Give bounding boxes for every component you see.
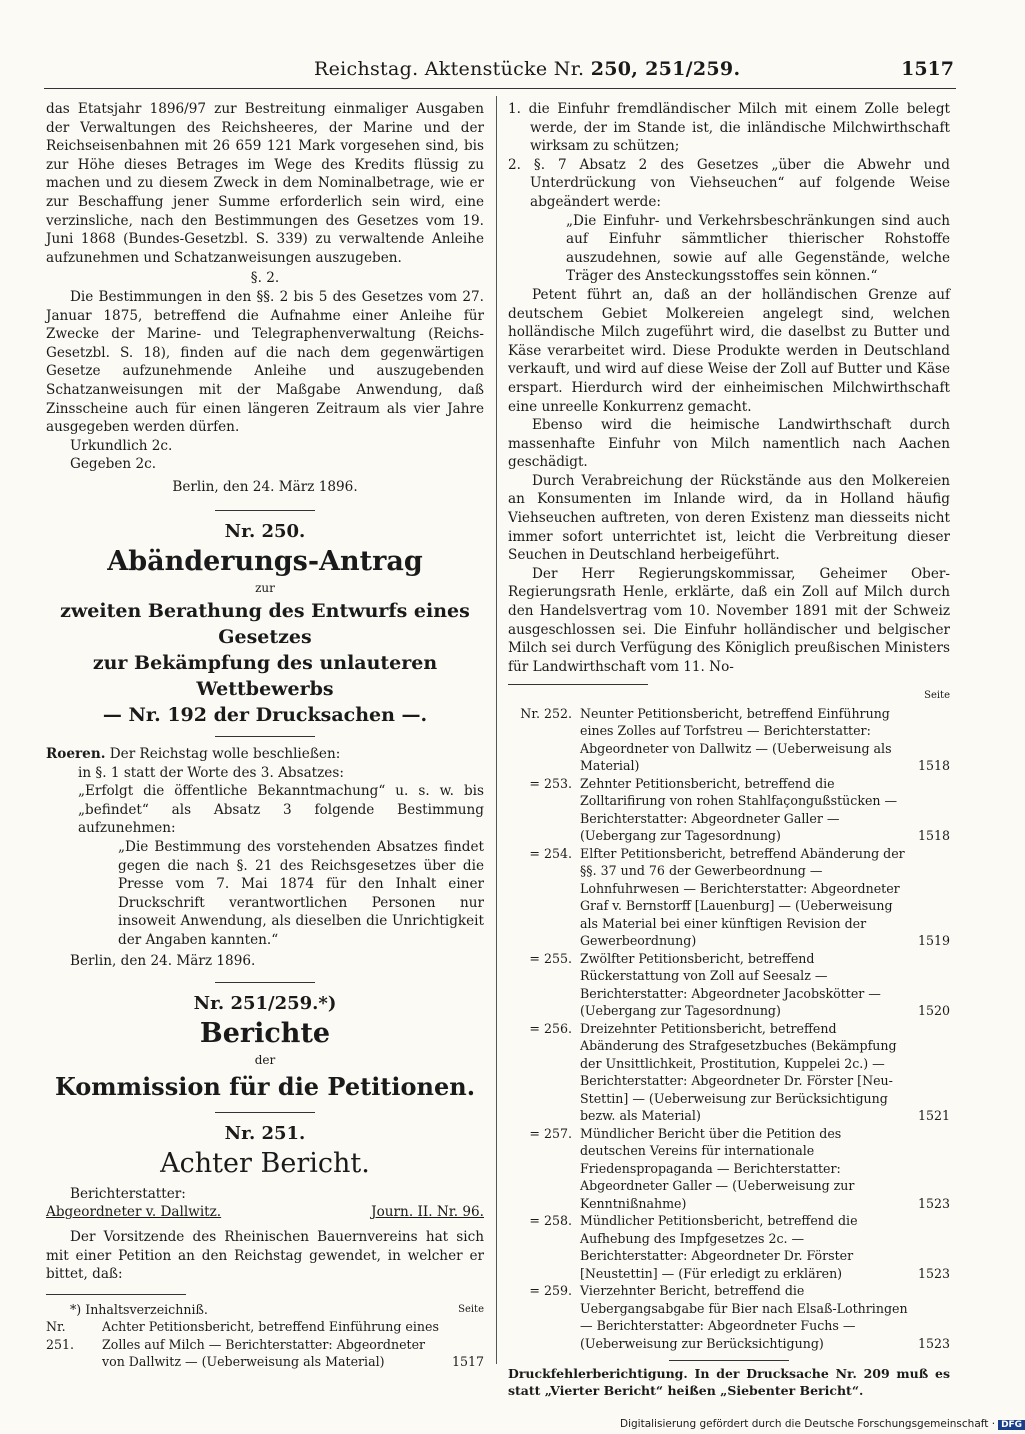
toc-text: Dreizehnter Petitionsbericht, betreffend Abänderung des Strafgesetzbuches (Bekämpfung der Unsittlichkeit, Prostitution, Kuppelei 2c.) — Berichterstatter: Abgeordneter Dr. Förster [Neu-Stettin] — (Ueberweisung zur Berücksichtigung bezw. als Material) xyxy=(580,1020,897,1124)
paragraph: Durch Verabreichung der Rückstände aus den Molkereien an Konsumenten im Inlande wird, da in Holland häufig Viehseuchen auftreten, von deren Existenz man diesseits nicht immer sofort unterrichtet ist, leicht die Verbreitung dieser Seuchen in Deutschland herbeigeführt. xyxy=(508,472,950,564)
toc-page: 1523 xyxy=(917,1195,950,1211)
footer-text: Digitalisierung gefördert durch die Deutsche Forschungsgemeinschaft · xyxy=(620,1418,996,1430)
separator xyxy=(215,736,315,737)
toc-entry xyxy=(46,1318,484,1371)
toc-entry xyxy=(508,950,950,1020)
paragraph: Der Vorsitzende des Rheinischen Bauernvereins hat sich mit einer Petition an den Reichstag gewendet, in welcher er bittet, daß: xyxy=(46,1228,484,1283)
toc-page: 1523 xyxy=(917,1335,950,1351)
motion-intro: Roeren. Der Reichstag wolle beschließen: xyxy=(46,746,341,763)
header-rule xyxy=(44,88,956,89)
footnote-heading: *) Inhaltsverzeichniß. xyxy=(70,1301,208,1317)
page-column-label: Seite xyxy=(458,1303,484,1315)
document-title: Berichte xyxy=(199,1018,331,1050)
toc-number: Nr. 252. xyxy=(520,705,572,721)
document-subtitle: zweiten Berathung des Entwurfs eines Gesetzes xyxy=(60,600,470,649)
toc-text: Mündlicher Bericht über die Petition des deutschen Vereins für internationale Friedenspropaganda — Berichterstatter: Abgeordneter Galler — (Ueberweisung zur Kenntnißnahme) xyxy=(580,1125,855,1211)
petition-item: 1. die Einfuhr fremdländischer Milch mit einem Zolle belegt werde, der im Stande ist, die inländische Milchwirthschaft wirksam zu schützen; xyxy=(508,101,950,155)
toc-text: Elfter Petitionsbericht, betreffend Abänderung der §§. 37 und 76 der Gewerbeordnung — Lohnfuhrwesen — Berichterstatter: Abgeordneter Graf v. Bernstorff [Lauenburg] — (Ueberweisung als Material bei einer künftigen Revision der Gewerbeordnung) xyxy=(580,845,905,949)
paragraph: Der Herr Regierungskommissar, Geheimer Ober-Regierungsrath Henle, erklärte, daß ein Zoll auf Milch durch den Handelsvertrag vom 10. November 1891 mit der Schweiz ausgeschlossen sei. Die Einfuhr holländischer und belgischer Milch sei durch Verfügung des Königlich preußischen Ministers für Landwirthschaft vom 11. No- xyxy=(508,565,950,675)
errata-rule xyxy=(669,1360,789,1361)
toc-text: Zwölfter Petitionsbericht, betreffend Rückerstattung von Zoll auf Seesalz — Berichterstatter: Abgeordneter Jacobskötter — (Uebergang zur Tagesordnung) xyxy=(580,950,881,1019)
petition-quote: „Die Einfuhr- und Verkehrsbeschränkungen sind auch auf Einfuhr sämmtlicher thierischer Rohstoffe auszudehnen, sowie auf alle Gegenstände, welche Träger des Ansteckungsstoffes sein können.“ xyxy=(566,212,950,285)
toc-text: Vierzehnter Bericht, betreffend die Uebergangsabgabe für Bier nach Elsaß-Lothringen — Berichterstatter: Abgeordneter Fuchs — (Ueberweisung zur Berücksichtigung) xyxy=(580,1283,908,1351)
footer-credit xyxy=(620,1418,1025,1430)
toc-number: = 254. xyxy=(529,845,572,861)
separator xyxy=(215,1112,315,1113)
document-number: Nr. 250. xyxy=(224,521,306,543)
toc-entry xyxy=(508,1125,950,1213)
paragraph: Die Bestimmungen in den §§. 2 bis 5 des Gesetzes vom 27. Januar 1875, betreffend die Aufnahme einer Anleihe für Zwecke der Marine- und Telegraphenverwaltung (Reichs-Gesetzbl. S. 18), finden auf die nach dem gegenwärtigen Gesetze aufzunehmende Anleihe und auszugebenden Schatzanweisungen mit der Maßgabe Anwendung, daß Zinsscheine auch für einen längeren Zeitraum als vier Jahre ausgegeben werden dürfen. xyxy=(46,288,484,436)
toc-entry xyxy=(508,1212,950,1282)
document-title: Kommission für die Petitionen. xyxy=(54,1071,476,1101)
toc-page: 1518 xyxy=(917,758,950,774)
toc-number: = 253. xyxy=(529,775,572,791)
motion-quote: „Die Bestimmung des vorstehenden Absatzes findet gegen die nach §. 21 des Reichsgesetzes über die Presse vom 7. Mai 1874 für den Inhalt einer Druckschrift verantwortlichen Personen nur insoweit Anwendung, als dieselben die Unrichtigkeit der Angaben kannten.“ xyxy=(118,839,484,948)
report-title: Achter Bericht. xyxy=(160,1147,370,1179)
rapporteur-label: Berichterstatter: xyxy=(70,1185,186,1202)
toc-text: Zehnter Petitionsbericht, betreffend die Zolltarifirung von rohen Stahlfaçongußstücken — Berichterstatter: Abgeordneter Galler — (Uebergang zur Tagesordnung) xyxy=(580,775,898,844)
date-line: Berlin, den 24. März 1896. xyxy=(70,952,256,969)
toc-entry xyxy=(508,845,950,950)
motion-item: „Erfolgt die öffentliche Bekanntmachung“ u. s. w. bis „befindet“ als Absatz 3 folgende Bestimmung aufzunehmen: xyxy=(78,783,484,837)
separator xyxy=(215,982,315,983)
toc-entry xyxy=(508,775,950,845)
left-column xyxy=(46,100,484,1371)
errata: Druckfehlerberichtigung. In der Drucksache Nr. 209 muß es statt „Vierter Bericht“ heißen „Siebenter Bericht“. xyxy=(508,1366,950,1399)
page-number: 1517 xyxy=(901,58,954,80)
header-title: Reichstag. Aktenstücke Nr. 250, 251/259. xyxy=(314,58,741,80)
footnote-rule xyxy=(46,1294,186,1295)
document-subtitle: zur Bekämpfung des unlauteren Wettbewerbs xyxy=(92,652,438,701)
toc-number: = 255. xyxy=(529,950,572,966)
rapporteur-row xyxy=(46,1203,484,1222)
toc-page: 1523 xyxy=(917,1265,950,1281)
toc-number: = 256. xyxy=(529,1020,572,1036)
toc-page: 1521 xyxy=(917,1108,950,1124)
document-number: Nr. 251. xyxy=(224,1122,306,1144)
paragraph: das Etatsjahr 1896/97 zur Bestreitung einmaliger Ausgaben der Verwaltungen des Reichsheeres, der Marine und der Reichseisenbahnen mit 26 659 121 Mark vorgesehen sind, bis zur Höhe dieses Betrages im Wege des Kredits flüssig zu machen und zu diesem Zweck in dem Nominalbetrage, wie er zur Beschaffung jener Summe erforderlich sein wird, eine verzinsliche, nach den Bestimmungen des Gesetzes vom 19. Juni 1868 (Bundes-Gesetzbl. S. 339) zu verwaltende Anleihe aufzunehmen und Schatzanweisungen auszugeben. xyxy=(46,101,484,266)
toc-rule xyxy=(508,684,648,685)
running-header xyxy=(44,58,954,88)
toc-text: Mündlicher Petitionsbericht, betreffend die Aufhebung des Impfgesetzes 2c. — Berichterstatter: Abgeordneter Dr. Förster [Neustettin] — (Für erledigt zu erklären) xyxy=(580,1213,858,1281)
right-column xyxy=(508,100,950,1399)
toc-entry xyxy=(508,1282,950,1352)
document-title: Abänderungs-Antrag xyxy=(107,546,423,578)
toc-page: 1517 xyxy=(451,1354,484,1370)
dfg-logo: DFG xyxy=(998,1420,1025,1430)
toc-number: = 257. xyxy=(529,1125,572,1141)
page-column-label: Seite xyxy=(924,690,950,702)
title-connector: der xyxy=(254,1053,276,1068)
footnote xyxy=(46,1301,484,1371)
toc-page: 1518 xyxy=(917,828,950,844)
closing-formula: Urkundlich 2c. xyxy=(70,437,173,454)
closing-formula: Gegeben 2c. xyxy=(70,456,157,473)
toc-entry xyxy=(508,1020,950,1125)
document-number: Nr. 251/259.*) xyxy=(193,993,337,1015)
toc-text: Achter Petitionsbericht, betreffend Einführung eines Zolles auf Milch — Berichterstatter: Abgeordneter von Dallwitz — (Ueberweisung als Material) xyxy=(102,1319,439,1370)
toc-entry xyxy=(508,705,950,775)
section-heading: §. 2. xyxy=(250,270,280,287)
author-name: Roeren. xyxy=(46,746,106,763)
separator xyxy=(215,510,315,511)
date-line: Berlin, den 24. März 1896. xyxy=(172,478,358,495)
toc-text: Neunter Petitionsbericht, betreffend Einführung eines Zolles auf Torfstreu — Berichterstatter: Abgeordneter von Dallwitz — (Ueberweisung als Material) xyxy=(580,705,892,774)
paragraph: Ebenso wird die heimische Landwirthschaft durch massenhafte Einfuhr von Milch namentlich nach Aachen geschädigt. xyxy=(508,417,950,471)
table-of-contents xyxy=(508,687,950,1352)
toc-page: 1519 xyxy=(917,933,950,949)
title-connector: zur xyxy=(255,581,275,596)
toc-number: Nr. 251. xyxy=(46,1319,75,1352)
paragraph: Petent führt an, daß an der holländischen Grenze auf deutschem Gebiet Molkereien angelegt sind, welchen holländische Milch zugeführt wird, die daselbst zu Butter und Käse verarbeitet wird. Diese Produkte werden in Deutschland verkauft, und wird auf diese Weise der Zoll auf Butter und Käse erspart. Hierdurch wird der einheimischen Milchwirthschaft eine unreelle Konkurrenz gemacht. xyxy=(508,286,950,415)
petition-item: 2. §. 7 Absatz 2 des Gesetzes „über die Abwehr und Unterdrückung von Viehseuchen“ auf folgende Weise abgeändert werde: xyxy=(508,156,950,210)
toc-number: = 259. xyxy=(529,1283,572,1299)
rapporteur-name: Abgeordneter v. Dallwitz. xyxy=(46,1204,222,1221)
column-divider xyxy=(496,96,497,1364)
motion-item: in §. 1 statt der Worte des 3. Absatzes: xyxy=(78,764,344,781)
document-subtitle: — Nr. 192 der Drucksachen —. xyxy=(102,704,428,727)
toc-page: 1520 xyxy=(917,1003,950,1019)
toc-number: = 258. xyxy=(529,1213,572,1229)
journal-reference: Journ. II. Nr. 96. xyxy=(371,1204,484,1221)
